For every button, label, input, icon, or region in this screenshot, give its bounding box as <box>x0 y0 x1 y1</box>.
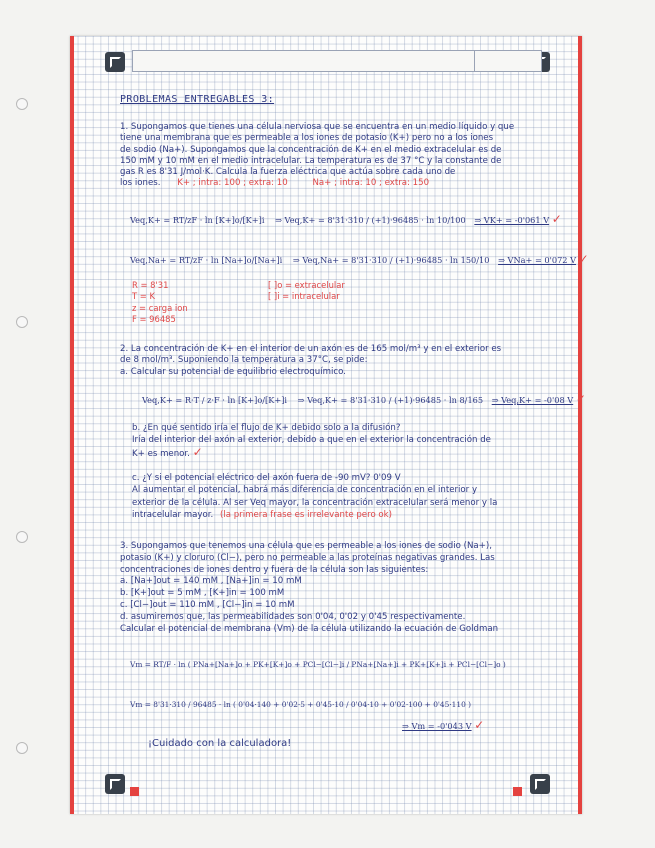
equation-na: Veq,Na+ = RT/zF · ln [Na+]o/[Na+]i ⇒ Veq,Na+ = 8'31·310 / (+1)·96485 · ln 150/10 ⇒ VNa+ = 0'072 V ✓ <box>130 252 589 266</box>
corner-logo-icon <box>105 52 125 72</box>
red-corner-mark <box>513 787 522 796</box>
problem-2b-text: b. ¿En qué sentido iría el flujo de K+ debido solo a la difusión? Iría del interior del axón al exterior, debido a que en el exterior la concentración de K+ es menor. ✓ <box>132 423 491 459</box>
problem-2-text: 2. La concentración de K+ en el interior de un axón es de 165 mol/m³ y en el exterior es de 8 mol/m³. Suponiendo la temperatura a 37°C, se pide: a. Calcular su potencial de equilibrio electroquímico. <box>120 344 502 377</box>
problem-2c-text: c. ¿Y si el potencial eléctrico del axón fuera de -90 mV? 0'09 V Al aumentar el potencial, habrá más diferencia de concentración en el interior y exterior de la célula. Al ser Veq mayor, la concentración extracelular será menor y la intracelular mayor. (la primera frase es irrelevante pero ok) <box>132 473 498 521</box>
problem-3-text: 3. Supongamos que tenemos una célula que es permeable a los iones de sodio (Na+), potasio (K+) y cloruro (Cl−), pero no permeable a las proteínas negativas grandes. Las concentraciones de iones dentro y fuera de la célula son las siguientes: a. [Na+]out = 140 mM , [Na+]in = 10 mM b. [K+]out = 5 mM , [K+]in = 100 mM c. [Cl−]out = 110 mM , [Cl−]in = 10 mM d. asumiremos que, las permeabilidades son 0'04, 0'02 y 0'45 respectivamente. Calcular el potencial de membrana (Vm) de la célula utilizando la ecuación de Goldman <box>120 541 499 634</box>
problem-1-text: 1. Supongamos que tienes una célula nerviosa que se encuentra en un medio líquido y que tiene una membrana que es permeable a los iones de potasio (K+) pero no a los iones de sodio (Na+). Supongamos que la concentración de K+ en el medio extracelular es de 150 mM y 10 mM en el medio intracelular. La temperatura es de 37 °C y la constante de gas R es 8'31 J/mol·K. Calcula la fuerza eléctrica que actúa sobre cada uno de los iones. K+ ; intra: 100 ; extra: 10 Na+ ; intra: 10 ; extra: 150 <box>120 122 515 189</box>
equation-2a: Veq,K+ = R·T / z·F · ln [K+]o/[K+]i ⇒ Veq,K+ = 8'31·310 / (+1)·96485 · ln 8/165 ⇒ Veq,K+ = -0'08 V ✓ <box>142 392 586 406</box>
note-k: K+ ; intra: 100 ; extra: 10 <box>177 178 288 189</box>
legend-constants: R = 8'31 T = K z = carga ion F = 96485 <box>132 280 188 325</box>
red-corner-mark <box>130 787 139 796</box>
correction-note: (la primera frase es irrelevante pero ok) <box>219 510 393 521</box>
page-title: PROBLEMAS ENTREGABLES 3: <box>120 94 275 105</box>
goldman-substitution: Vm = 8'31·310 / 96485 · ln ( 0'04·140 + 0'02·5 + 0'45·10 / 0'04·10 + 0'02·100 + 0'45·110 ) <box>130 700 472 709</box>
calculator-warning: ¡Cuidado con la calculadora! <box>148 738 292 749</box>
notebook-page <box>70 36 589 814</box>
binder-hole <box>16 531 28 543</box>
header-box <box>132 50 542 72</box>
goldman-result: ⇒ Vm = -0'043 V ✓ <box>402 718 485 732</box>
binder-hole <box>16 98 28 110</box>
note-na: Na+ ; intra: 10 ; extra: 150 <box>312 178 430 189</box>
corner-logo-icon <box>530 774 550 794</box>
binder-hole <box>16 316 28 328</box>
binder-hole <box>16 742 28 754</box>
legend-brackets: [ ]o = extracelular [ ]i = intracelular <box>268 280 345 302</box>
corner-logo-icon <box>105 774 125 794</box>
right-margin-line <box>578 36 582 814</box>
left-margin-line <box>70 36 74 814</box>
equation-k: Veq,K+ = RT/zF · ln [K+]o/[K+]i ⇒ Veq,K+ = 8'31·310 / (+1)·96485 · ln 10/100 ⇒ VK+ = -0'061 V ✓ <box>130 212 562 226</box>
goldman-equation: Vm = RT/F · ln ( PNa+[Na+]o + PK+[K+]o + PCl−[Cl−]i / PNa+[Na+]i + PK+[K+]i + PCl−[Cl−]o ) <box>130 660 506 669</box>
